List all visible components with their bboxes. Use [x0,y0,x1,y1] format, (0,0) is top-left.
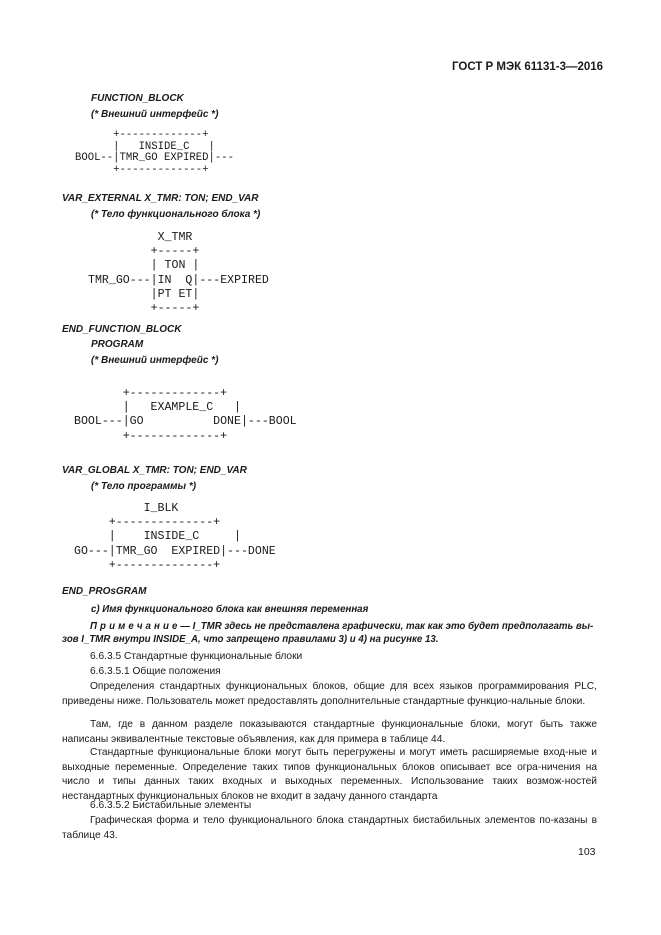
program-body-comment: (* Тело программы *) [91,481,197,492]
program-keyword: PROGRAM [91,339,144,350]
fb-body-comment: (* Тело функционального блока *) [91,209,261,220]
example-c-diagram: +-------------+ | EXAMPLE_C | BOOL---|GO DONE|---BOOL +-------------+ [74,387,297,443]
i-blk-diagram: I_BLK +--------------+ | INSIDE_C | GO---|TMR_GO EXPIRED|---DONE +--------------+ [74,502,276,572]
paragraph-4: Графическая форма и тело функционального блока стандартных бистабильных элементов по-казаны в таблице 43. [62,815,597,841]
diagram-1-line: | INSIDE_C | [75,140,215,153]
diagram-1-line: BOOL--|TMR_GO EXPIRED|--- [75,152,234,165]
note-block [62,620,598,647]
diagram-1-line: +-------------+ [75,129,209,141]
note-text: — I_TMR здесь не представлена графически, так как это будет предполагать вы-зов I_TMR внутри INSIDE_A, что запрещено правилами 3) и 4) на рисунке 13. [62,621,594,646]
paragraph-1: Определения стандартных функциональных блоков, общие для всех языков программирования PLC, приведены ниже. Пользователь может предоставлять дополнительные стандартные функцио-нальные блоки. [62,681,597,707]
inside-c-diagram [75,130,234,176]
heading-6-6-3-5-2: 6.6.3.5.2 Бистабильные элементы [90,800,252,811]
external-interface-comment: (* Внешний интерфейс *) [91,109,219,120]
var-global-declaration: VAR_GLOBAL X_TMR: TON; END_VAR [62,465,247,476]
external-interface-comment-2: (* Внешний интерфейс *) [91,355,219,366]
diagram-1-line: +-------------+ [75,163,209,176]
end-function-block-keyword: END_FUNCTION_BLOCK [62,324,182,335]
x-tmr-diagram: X_TMR +-----+ | TON | TMR_GO---|IN Q|---EXPIRED |PT ET| +-----+ [88,231,269,316]
var-external-declaration: VAR_EXTERNAL X_TMR: TON; END_VAR [62,193,259,204]
heading-6-6-3-5: 6.6.3.5 Стандартные функциональные блоки [90,651,303,662]
paragraph-3: Стандартные функциональные блоки могут быть перегружены и могут иметь расширяемые вход-ные и выходные переменные. Определение таких типов функциональных блоков описывает все огра-ничения на число и типы данных таких входных и выходных переменных. Использование таких возмож-ностей нестандартных функциональных блоков не входит в задачу данного стандарта [62,747,597,802]
paragraph-2: Там, где в данном разделе показываются стандартные функциональные блоки, могут быть также написаны эквивалентные текстовые объявления, как для примера в таблице 44. [62,719,597,745]
page-number: 103 [578,846,596,858]
section-c-heading: c) Имя функционального блока как внешняя переменная [91,604,369,615]
heading-6-6-3-5-1: 6.6.3.5.1 Общие положения [90,666,221,677]
document-header: ГОСТ Р МЭК 61131-3—2016 [452,61,604,73]
function-block-keyword: FUNCTION_BLOCK [91,93,184,104]
end-program-keyword: END_PROsGRAM [62,586,147,597]
note-label: П р и м е ч а н и е [90,621,178,632]
